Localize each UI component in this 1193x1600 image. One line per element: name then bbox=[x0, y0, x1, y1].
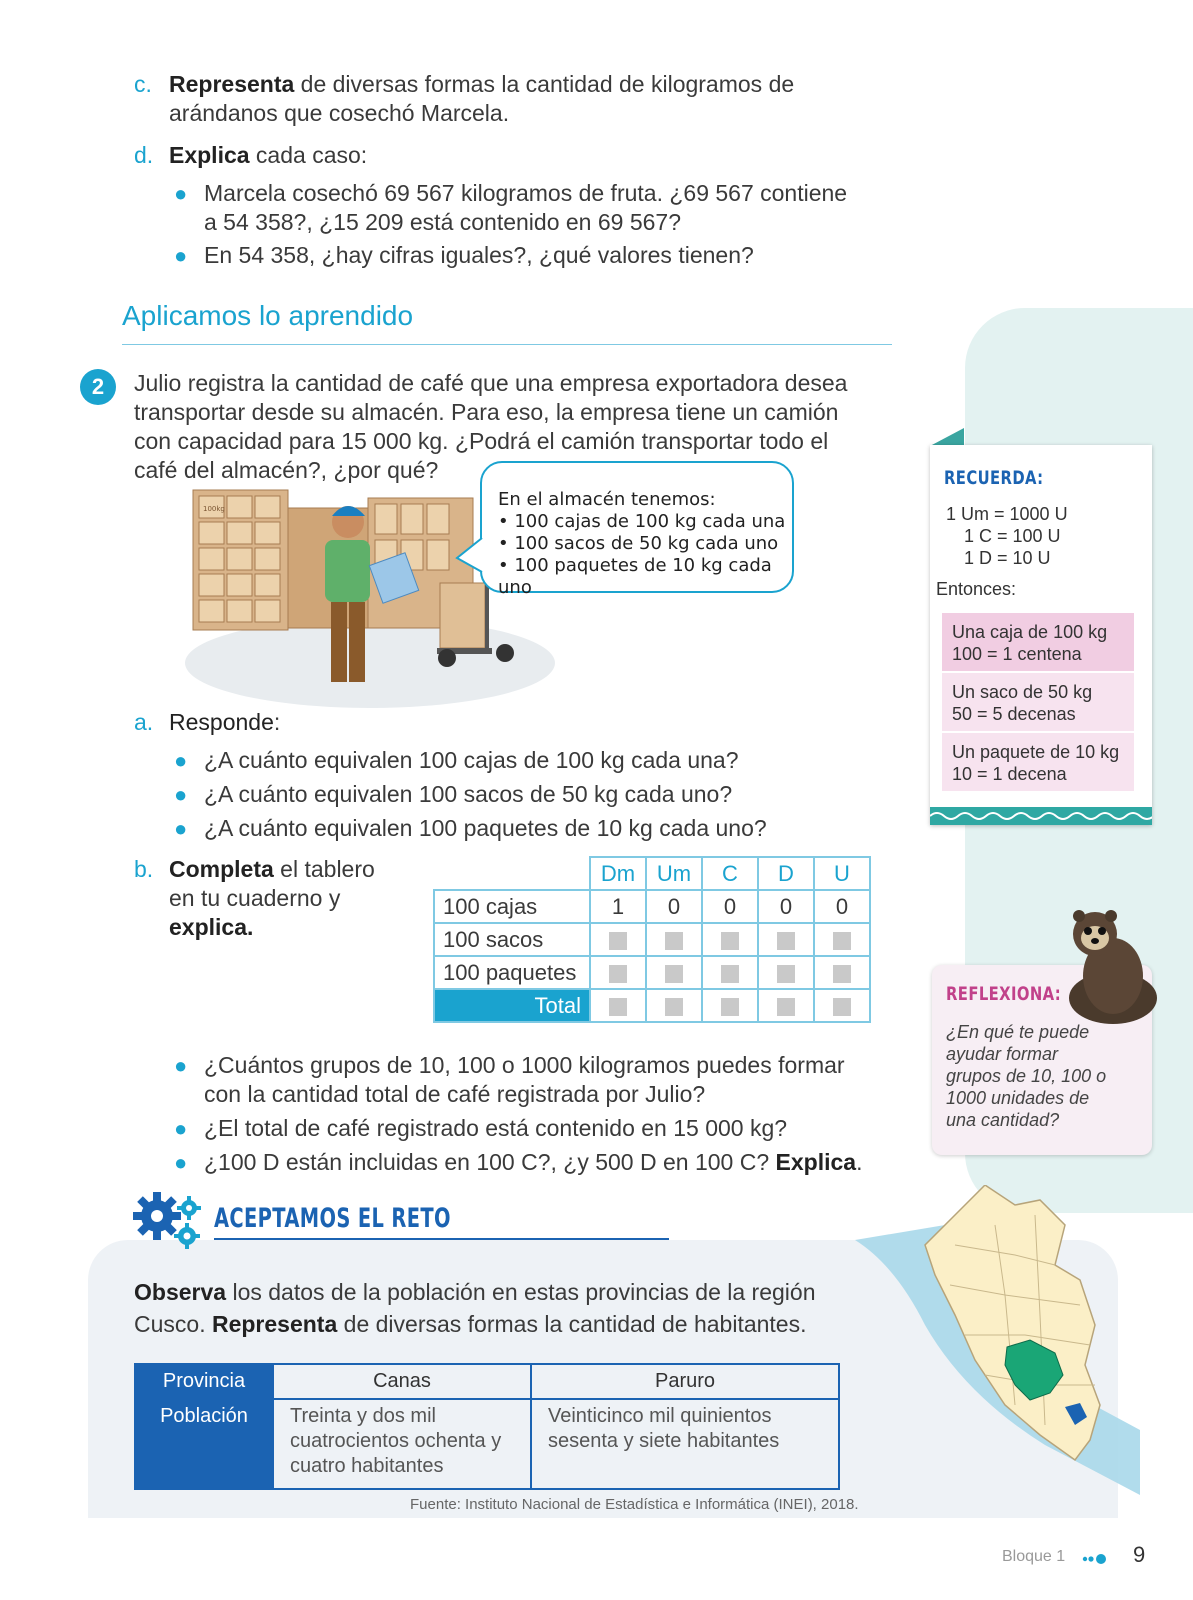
row-label-paquetes: 100 paquetes bbox=[434, 956, 590, 989]
row-label-total: Total bbox=[434, 989, 590, 1022]
bullet-a-1: ● ¿A cuánto equivalen 100 cajas de 100 kg cada una? bbox=[174, 747, 739, 773]
speech-bubble bbox=[480, 461, 794, 598]
header-paruro: Paruro bbox=[531, 1364, 839, 1399]
population-table bbox=[134, 1363, 840, 1490]
cell-value: 0 bbox=[814, 890, 870, 923]
bear-illustration bbox=[1053, 910, 1168, 1025]
peru-map bbox=[855, 1185, 1140, 1495]
source-note: Fuente: Instituto Nacional de Estadística e Informática (INEI), 2018. bbox=[410, 1496, 859, 1513]
blank-square bbox=[665, 965, 683, 983]
header-canas: Canas bbox=[273, 1364, 531, 1399]
reto-underline bbox=[214, 1238, 669, 1240]
bullet-d-1: ● Marcela cosechó 69 567 kilogramos de fruta. ¿69 567 contiene bbox=[174, 180, 848, 206]
problem-2-text: Julio registra la cantidad de café que una empresa exportadora desea transportar desde su almacén. Para eso, la empresa tiene un camión con capacidad para 15 000 kg. ¿Podrá el camión transportar todo el café del almacén?, ¿por qué? bbox=[134, 370, 848, 483]
header-um: Um bbox=[646, 857, 702, 890]
card-fold bbox=[930, 428, 964, 446]
blank-square bbox=[721, 965, 739, 983]
header-c: C bbox=[702, 857, 758, 890]
blank-square bbox=[777, 965, 795, 983]
blank-square bbox=[777, 998, 795, 1016]
equivalence-row: Una caja de 100 kg 100 = 1 centena bbox=[942, 613, 1134, 671]
bullet-d-1-cont: a 54 358?, ¿15 209 está contenido en 69 567? bbox=[204, 209, 682, 235]
header-provincia: Provincia bbox=[135, 1364, 273, 1399]
footer-bloque: Bloque 1 bbox=[1002, 1548, 1066, 1565]
wave-border bbox=[930, 807, 1152, 825]
box-label: 100kg bbox=[203, 505, 225, 513]
bubble-item: • 100 paquetes de 10 kg cada uno bbox=[498, 555, 772, 598]
row-label-poblacion: Población bbox=[135, 1399, 273, 1489]
item-a-text: Responde: bbox=[169, 709, 281, 735]
equivalence-row: Un saco de 50 kg 50 = 5 decenas bbox=[942, 673, 1134, 731]
blank-square bbox=[609, 932, 627, 950]
blank-square bbox=[609, 998, 627, 1016]
cell-paruro: Veinticinco mil quinientos sesenta y siete habitantes bbox=[531, 1399, 839, 1489]
item-letter-d: d. bbox=[134, 142, 154, 168]
reto-instructions: Observa los datos de la población en estas provincias de la región Cusco. Representa de diversas formas la cantidad de habitantes. bbox=[134, 1279, 816, 1337]
bullet-a-3: ● ¿A cuánto equivalen 100 paquetes de 10 kg cada uno? bbox=[174, 815, 767, 841]
recuerda-card bbox=[930, 445, 1152, 825]
entonces-label: Entonces: bbox=[936, 579, 1017, 599]
bullet-b-2: ● ¿El total de café registrado está contenido en 15 000 kg? bbox=[174, 1115, 788, 1141]
blank-square bbox=[665, 998, 683, 1016]
cell-value: 0 bbox=[758, 890, 814, 923]
blank-square bbox=[833, 932, 851, 950]
recuerda-equations: 1 Um = 1000 U 1 C = 100 U 1 D = 10 U bbox=[946, 504, 1068, 568]
bullet-b-3: ● ¿100 D están incluidas en 100 C?, ¿y 500 D en 100 C? Explica. bbox=[174, 1149, 863, 1175]
recuerda-title: RECUERDA: bbox=[944, 467, 1044, 489]
reflexiona-text: ¿En qué te puede ayudar formar grupos de 10, 100 o 1000 unidades de una cantidad? bbox=[946, 1022, 1107, 1130]
section-title-aplicamos: Aplicamos lo aprendido bbox=[122, 300, 414, 331]
blank-square bbox=[833, 965, 851, 983]
bullet-b-1-cont: con la cantidad total de café registrada por Julio? bbox=[204, 1081, 706, 1107]
blank-square bbox=[721, 932, 739, 950]
footer-dots-icon bbox=[1082, 1553, 1108, 1565]
item-b-text: Completa el tablero en tu cuaderno y explica. bbox=[169, 856, 375, 940]
bullet-b-1: ● ¿Cuántos grupos de 10, 100 o 1000 kilogramos puedes formar bbox=[174, 1052, 845, 1078]
reflexiona-title: REFLEXIONA: bbox=[946, 983, 1062, 1005]
item-letter-a: a. bbox=[134, 709, 154, 735]
bubble-item: • 100 sacos de 50 kg cada uno bbox=[498, 533, 779, 554]
blank-square bbox=[609, 965, 627, 983]
cell-value: 0 bbox=[702, 890, 758, 923]
equivalence-row: Un paquete de 10 kg 10 = 1 decena bbox=[942, 733, 1134, 791]
header-u: U bbox=[814, 857, 870, 890]
item-letter-b: b. bbox=[134, 856, 154, 882]
cell-canas: Treinta y dos mil cuatrocientos ochenta y cuatro habitantes bbox=[273, 1399, 531, 1489]
bubble-tail bbox=[455, 536, 485, 576]
row-label-sacos: 100 sacos bbox=[434, 923, 590, 956]
problem-number-badge: 2 bbox=[80, 369, 116, 405]
title-divider bbox=[122, 344, 892, 345]
item-c-text: Representa de diversas formas la cantidad de kilogramos de arándanos que cosechó Marcela. bbox=[169, 71, 795, 126]
cell-value: 1 bbox=[590, 890, 646, 923]
reto-title: ACEPTAMOS EL RETO bbox=[214, 1203, 451, 1234]
blank-square bbox=[777, 932, 795, 950]
bullet-d-2: ● En 54 358, ¿hay cifras iguales?, ¿qué valores tienen? bbox=[174, 242, 754, 268]
place-value-table bbox=[433, 856, 871, 1023]
header-dm: Dm bbox=[590, 857, 646, 890]
blank-square bbox=[721, 998, 739, 1016]
header-d: D bbox=[758, 857, 814, 890]
cell-value: 0 bbox=[646, 890, 702, 923]
blank-square bbox=[833, 998, 851, 1016]
item-d-text: Explica cada caso: bbox=[169, 142, 368, 168]
bullet-a-2: ● ¿A cuánto equivalen 100 sacos de 50 kg cada uno? bbox=[174, 781, 733, 807]
blank-square bbox=[665, 932, 683, 950]
bubble-title: En el almacén tenemos: bbox=[498, 489, 716, 510]
page-number: 9 bbox=[1133, 1542, 1146, 1567]
bubble-item: • 100 cajas de 100 kg cada una bbox=[498, 511, 786, 532]
gears-icon bbox=[133, 1190, 208, 1252]
row-label-cajas: 100 cajas bbox=[434, 890, 590, 923]
item-letter-c: c. bbox=[134, 71, 152, 97]
